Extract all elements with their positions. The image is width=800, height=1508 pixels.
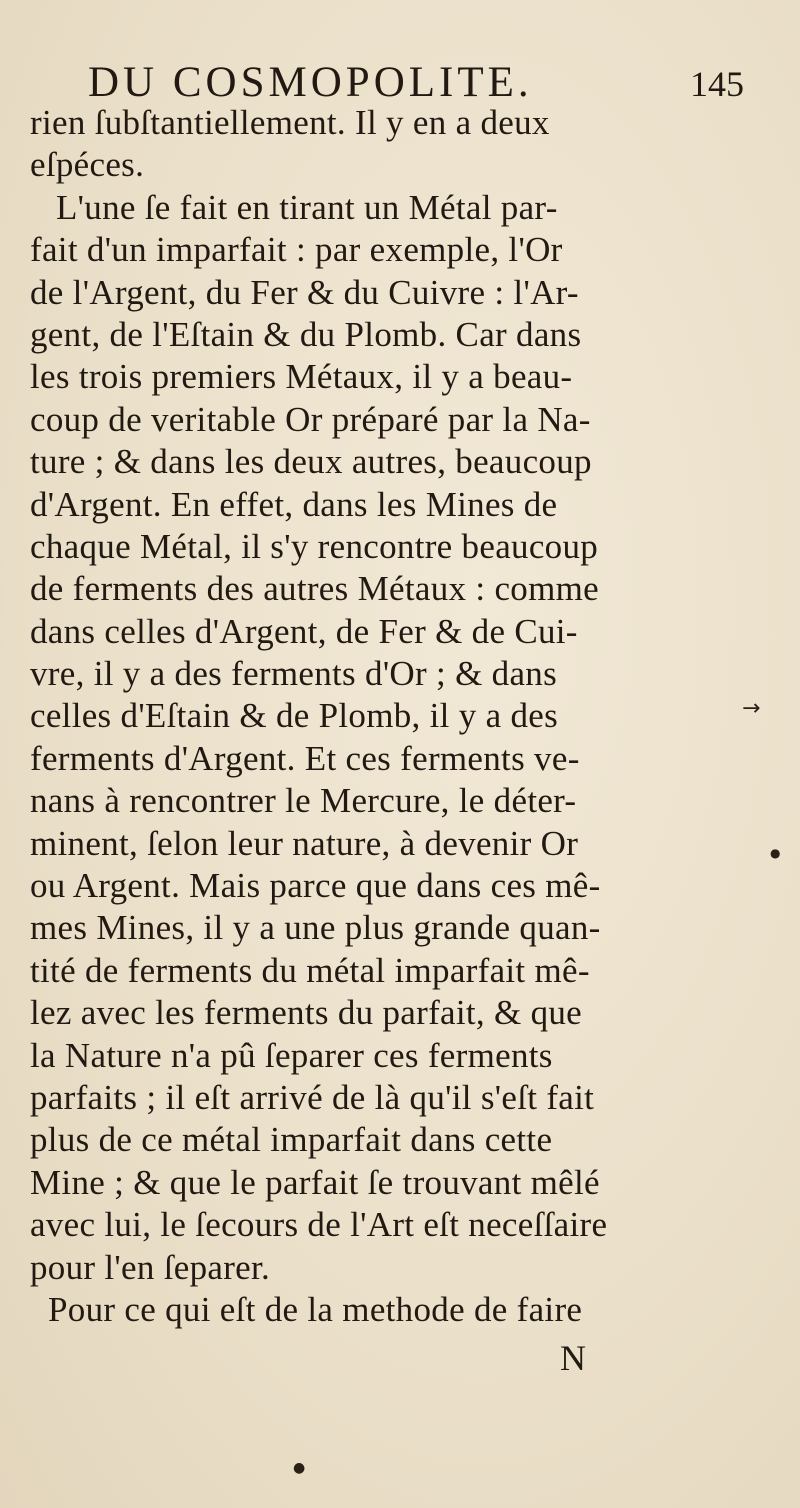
text-line-29: Pour ce qui eſt de la methode de faire: [48, 1289, 583, 1329]
running-head: [88, 58, 744, 108]
text-line-13: dans celles d'Argent, de Fer & de Cui-: [30, 611, 578, 651]
text-line-20: mes Mines, il y a une plus grande quan-: [30, 908, 601, 948]
text-line-28: pour l'en ſeparer.: [30, 1247, 271, 1287]
text-line-6: gent, de l'Eſtain & du Plomb. Car dans: [30, 314, 582, 354]
catchword: N: [560, 1338, 586, 1378]
margin-arrow-mark: →: [742, 696, 761, 721]
text-line-23: la Nature n'a pû ſeparer ces ferments: [30, 1035, 553, 1075]
text-line-1: rien ſubſtantiellement. Il y en a deux: [30, 103, 550, 142]
text-line-27: avec lui, le ſecours de l'Art eſt neceſſaire: [30, 1205, 608, 1245]
text-line-24: parfaits ; il eſt arrivé de là qu'il s'eſt fait: [30, 1077, 595, 1117]
text-line-5: de l'Argent, du Fer & du Cuivre : l'Ar-: [30, 272, 579, 312]
text-line-8: coup de veritable Or préparé par la Na-: [30, 399, 591, 439]
text-line-10: d'Argent. En effet, dans les Mines de: [30, 484, 558, 524]
text-line-19: ou Argent. Mais parce que dans ces mê-: [30, 866, 601, 906]
text-block: [30, 102, 780, 1331]
text-line-9: ture ; & dans les deux autres, beaucoup: [30, 442, 592, 482]
text-line-4: fait d'un imparfait : par exemple, l'Or: [30, 230, 563, 270]
text-line-7: les trois premiers Métaux, il y a beau-: [30, 357, 573, 397]
text-line-26: Mine ; & que le parfait ſe trouvant mêlé: [30, 1162, 600, 1202]
text-line-22: lez avec les ferments du parfait, & que: [30, 993, 583, 1033]
margin-dot-mark: ●: [770, 846, 781, 860]
page-number: 145: [690, 64, 744, 104]
text-line-2: eſpéces.: [30, 145, 145, 185]
text-line-21: tité de ferments du métal imparfait mê-: [30, 950, 590, 990]
text-line-17: nans à rencontrer le Mercure, le déter-: [30, 781, 577, 821]
text-line-11: chaque Métal, il s'y rencontre beaucoup: [30, 526, 599, 566]
running-title: DU COSMOPOLITE.: [88, 59, 533, 106]
text-line-25: plus de ce métal imparfait dans cette: [30, 1120, 553, 1160]
text-line-3: L'une ſe fait en tirant un Métal par-: [56, 187, 558, 227]
text-line-12: de ferments des autres Métaux : comme: [30, 569, 599, 609]
text-line-18: minent, ſelon leur nature, à devenir Or: [30, 823, 579, 863]
bottom-dot-mark: ●: [293, 1460, 306, 1476]
text-line-16: ferments d'Argent. Et ces ferments ve-: [30, 738, 580, 778]
text-line-15: celles d'Eſtain & de Plomb, il y a des: [30, 696, 559, 736]
text-line-14: vre, il y a des ferments d'Or ; & dans: [30, 654, 558, 694]
